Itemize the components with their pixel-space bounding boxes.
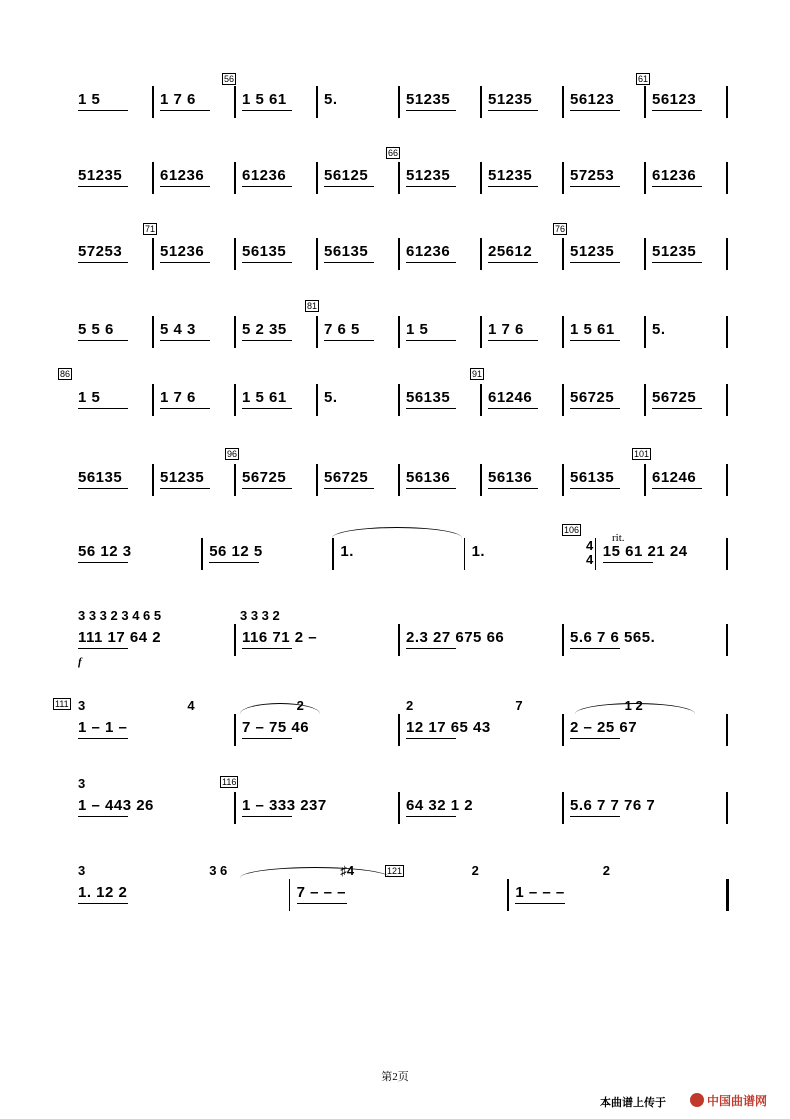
measure-notes: 5 4 3 — [160, 321, 196, 338]
bar-line — [644, 464, 646, 496]
bar-line — [316, 384, 318, 416]
beam-line — [406, 262, 456, 263]
measure-notes: 51235 — [652, 243, 697, 260]
beam-line — [160, 408, 210, 409]
beam-line — [488, 110, 538, 111]
measure-number: 121 — [387, 866, 403, 876]
measure-notes: 61236 — [406, 243, 451, 260]
beam-line — [406, 408, 456, 409]
measure-notes: 56725 — [324, 469, 369, 486]
measure-notes: 5 5 6 — [78, 321, 114, 338]
beam-line — [242, 186, 292, 187]
measure-notes: 56135 — [78, 469, 123, 486]
annotation-time_top: 4 — [586, 538, 594, 553]
measure-notes: 56135 — [570, 469, 615, 486]
beam-line — [78, 648, 128, 649]
beam-line — [652, 110, 702, 111]
bar-line — [234, 162, 236, 194]
measure-notes: 116 71 2 – — [242, 629, 318, 646]
beam-line — [488, 186, 538, 187]
beam-line — [570, 262, 620, 263]
beam-line — [652, 408, 702, 409]
bar-line — [152, 162, 154, 194]
measure-number: 56 — [224, 74, 235, 84]
measure-number: 86 — [60, 369, 71, 379]
measure-notes: 111 17 64 2 — [78, 629, 162, 646]
annotation-u4: 2 — [471, 863, 479, 878]
annotation-u2: 4 — [187, 698, 195, 713]
upload-credit: 本曲谱上传于 — [600, 1097, 666, 1109]
annotation-u6: 1 2 — [624, 698, 643, 713]
beam-line — [78, 738, 128, 739]
beam-line — [78, 562, 128, 563]
beam-line — [242, 110, 292, 111]
bar-line — [562, 714, 564, 746]
beam-line — [160, 262, 210, 263]
bar-line — [480, 384, 482, 416]
bar-line — [234, 316, 236, 348]
bar-line — [398, 86, 400, 118]
beam-line — [297, 903, 347, 904]
bar-line — [480, 162, 482, 194]
annotation-upper2: 3 3 3 2 — [240, 608, 280, 623]
bar-line — [595, 538, 597, 570]
bar-line — [289, 879, 291, 911]
measure-notes: 56125 — [324, 167, 369, 184]
logo-icon — [690, 1093, 704, 1107]
measure-notes: 5. — [652, 321, 666, 338]
bar-line — [234, 238, 236, 270]
measure-number: 71 — [145, 224, 156, 234]
measure-number: 101 — [634, 449, 650, 459]
bar-line — [726, 238, 728, 270]
beam-line — [570, 488, 620, 489]
beam-line — [324, 340, 374, 341]
annotation-u3: ♯4 — [340, 863, 355, 878]
measure-notes: 1 7 6 — [160, 389, 196, 406]
beam-line — [160, 488, 210, 489]
bar-line — [480, 238, 482, 270]
beam-line — [515, 903, 565, 904]
bar-line — [562, 316, 564, 348]
measure-notes: 5.6 7 7 76 7 — [570, 797, 656, 814]
measure-notes: 61236 — [160, 167, 205, 184]
tie-curve — [332, 527, 462, 538]
measure-notes: 1 5 61 — [242, 91, 287, 108]
bar-line — [562, 238, 564, 270]
beam-line — [78, 186, 128, 187]
beam-line — [570, 110, 620, 111]
bar-line — [152, 238, 154, 270]
beam-line — [652, 262, 702, 263]
beam-line — [406, 110, 456, 111]
beam-line — [324, 186, 374, 187]
measure-number: 111 — [55, 699, 69, 709]
beam-line — [324, 262, 374, 263]
site-name: 中国曲谱网 — [707, 1094, 768, 1108]
measure-number: 91 — [472, 369, 483, 379]
measure-notes: 1 5 61 — [570, 321, 615, 338]
beam-line — [242, 262, 292, 263]
beam-line — [406, 816, 456, 817]
measure-notes: 61246 — [488, 389, 533, 406]
bar-line — [152, 384, 154, 416]
measure-notes: 51236 — [160, 243, 205, 260]
measure-notes: 5 2 35 — [242, 321, 287, 338]
bar-line — [644, 86, 646, 118]
beam-line — [570, 738, 620, 739]
bar-line — [562, 384, 564, 416]
page-number: 第2页 — [381, 1071, 409, 1083]
measure-number: 81 — [307, 301, 318, 311]
annotation-u1: 3 — [78, 863, 86, 878]
bar-line — [398, 624, 400, 656]
measure-notes: 56136 — [406, 469, 451, 486]
bar-line — [562, 86, 564, 118]
beam-line — [406, 488, 456, 489]
measure-notes: 7 – 75 46 — [242, 719, 310, 736]
bar-line — [398, 162, 400, 194]
beam-line — [78, 262, 128, 263]
measure-notes: 1 – 443 26 — [78, 797, 154, 814]
bar-line — [398, 464, 400, 496]
measure-notes: 56135 — [406, 389, 451, 406]
annotation-u5: 2 — [602, 863, 611, 878]
measure-notes: 56135 — [242, 243, 287, 260]
beam-line — [406, 186, 456, 187]
measure-notes: 5.6 7 6 565. — [570, 629, 656, 646]
bar-line — [480, 86, 482, 118]
annotation-u5: 7 — [515, 698, 523, 713]
bar-line — [234, 86, 236, 118]
measure-notes: 51235 — [160, 469, 205, 486]
measure-number: 96 — [227, 449, 238, 459]
measure-notes: 1 5 — [78, 389, 101, 406]
bar-line — [398, 384, 400, 416]
measure-notes: 56725 — [570, 389, 615, 406]
measure-notes: 56136 — [488, 469, 533, 486]
bar-line — [726, 714, 728, 746]
beam-line — [78, 816, 128, 817]
bar-line — [507, 879, 509, 911]
bar-line — [234, 384, 236, 416]
bar-line — [316, 316, 318, 348]
bar-line — [726, 162, 728, 194]
beam-line — [570, 648, 620, 649]
beam-line — [652, 488, 702, 489]
beam-line — [242, 648, 292, 649]
bar-line — [464, 538, 466, 570]
beam-line — [242, 340, 292, 341]
measure-notes: 12 17 65 43 — [406, 719, 491, 736]
measure-notes: 56123 — [652, 91, 697, 108]
beam-line — [242, 408, 292, 409]
annotation-rit: rit. — [612, 532, 625, 544]
measure-notes: 15 61 21 24 — [602, 543, 688, 560]
measure-notes: 25612 — [488, 243, 533, 260]
bar-line — [480, 316, 482, 348]
beam-line — [78, 110, 128, 111]
beam-line — [242, 738, 292, 739]
bar-line — [726, 792, 728, 824]
bar-line — [644, 162, 646, 194]
bar-line — [332, 538, 334, 570]
measure-notes: 56725 — [652, 389, 697, 406]
site-logo — [690, 1092, 782, 1108]
measure-number: 116 — [222, 777, 237, 787]
beam-line — [406, 738, 456, 739]
beam-line — [570, 186, 620, 187]
bar-line — [562, 624, 564, 656]
bar-line — [234, 714, 236, 746]
bar-line — [644, 316, 646, 348]
beam-line — [242, 816, 292, 817]
beam-line — [160, 340, 210, 341]
tie-curve — [575, 703, 695, 714]
measure-number: 76 — [555, 224, 566, 234]
bar-line — [726, 384, 728, 416]
bar-line — [726, 538, 728, 570]
bar-line — [398, 714, 400, 746]
measure-notes: 51235 — [570, 243, 615, 260]
tie-curve — [240, 863, 390, 878]
beam-line — [406, 648, 456, 649]
measure-notes: 56123 — [570, 91, 615, 108]
bar-line — [726, 316, 728, 348]
beam-line — [160, 186, 210, 187]
beam-line — [570, 816, 620, 817]
measure-notes: 1 – 1 – — [78, 719, 128, 736]
measure-notes: 56725 — [242, 469, 287, 486]
measure-notes: 51235 — [78, 167, 123, 184]
beam-line — [242, 488, 292, 489]
measure-notes: 51235 — [488, 91, 533, 108]
measure-notes: 1 7 6 — [160, 91, 196, 108]
bar-line — [726, 879, 729, 911]
annotation-u3: 2 — [296, 698, 304, 713]
beam-line — [78, 488, 128, 489]
measure-notes: 56135 — [324, 243, 369, 260]
measure-notes: 51235 — [488, 167, 533, 184]
measure-number: 61 — [638, 74, 649, 84]
annotation-dynamic: f — [78, 656, 82, 668]
bar-line — [152, 316, 154, 348]
measure-notes: 1 – – – — [515, 884, 565, 901]
bar-line — [316, 162, 318, 194]
annotation-u4: 2 — [406, 698, 414, 713]
annotation-time_bottom: 4 — [586, 552, 594, 567]
bar-line — [562, 464, 564, 496]
bar-line — [201, 538, 203, 570]
annotation-u1: 3 — [78, 776, 86, 791]
measure-notes: 1 7 6 — [488, 321, 524, 338]
measure-notes: 61246 — [652, 469, 697, 486]
beam-line — [78, 903, 128, 904]
measure-notes: 2.3 27 675 66 — [406, 629, 505, 646]
measure-notes: 64 32 1 2 — [406, 797, 474, 814]
bar-line — [316, 86, 318, 118]
bar-line — [398, 316, 400, 348]
beam-line — [324, 488, 374, 489]
bar-line — [644, 238, 646, 270]
bar-line — [234, 624, 236, 656]
measure-notes: 1. 12 2 — [78, 884, 128, 901]
measure-notes: 7 6 5 — [324, 321, 360, 338]
measure-notes: 57253 — [570, 167, 615, 184]
beam-line — [406, 340, 456, 341]
measure-notes: 5. — [324, 389, 338, 406]
measure-notes: 1. — [471, 543, 486, 560]
bar-line — [152, 86, 154, 118]
measure-notes: 7 – – – — [296, 884, 347, 901]
beam-line — [488, 262, 538, 263]
bar-line — [644, 384, 646, 416]
beam-line — [488, 488, 538, 489]
measure-notes: 5. — [324, 91, 338, 108]
bar-line — [234, 464, 236, 496]
measure-notes: 1. — [340, 543, 354, 560]
measure-notes: 61236 — [652, 167, 697, 184]
measure-notes: 51235 — [406, 167, 451, 184]
beam-line — [488, 340, 538, 341]
measure-notes: 61236 — [242, 167, 287, 184]
bar-line — [562, 162, 564, 194]
measure-notes: 56 12 3 — [78, 543, 132, 560]
measure-notes: 57253 — [78, 243, 123, 260]
measure-number: 106 — [564, 525, 580, 535]
beam-line — [603, 562, 653, 563]
measure-notes: 2 – 25 67 — [570, 719, 638, 736]
beam-line — [160, 110, 210, 111]
beam-line — [209, 562, 259, 563]
annotation-upper1: 3 3 3 2 3 4 6 5 — [78, 608, 162, 623]
measure-number: 66 — [388, 148, 399, 158]
measure-notes: 1 – 333 237 — [242, 797, 327, 814]
bar-line — [316, 464, 318, 496]
beam-line — [570, 408, 620, 409]
beam-line — [78, 340, 128, 341]
annotation-u2: 3 6 — [209, 863, 228, 878]
measure-notes: 1 5 — [78, 91, 101, 108]
measure-notes: 51235 — [406, 91, 451, 108]
bar-line — [726, 624, 728, 656]
bar-line — [726, 86, 728, 118]
bar-line — [234, 792, 236, 824]
bar-line — [480, 464, 482, 496]
beam-line — [652, 186, 702, 187]
annotation-u1: 3 — [78, 698, 86, 713]
measure-notes: 1 5 — [406, 321, 429, 338]
bar-line — [562, 792, 564, 824]
measure-notes: 1 5 61 — [242, 389, 287, 406]
tie-curve — [240, 703, 320, 714]
bar-line — [726, 464, 728, 496]
bar-line — [316, 238, 318, 270]
measure-notes: 56 12 5 — [209, 543, 263, 560]
bar-line — [398, 238, 400, 270]
beam-line — [570, 340, 620, 341]
bar-line — [152, 464, 154, 496]
beam-line — [488, 408, 538, 409]
bar-line — [398, 792, 400, 824]
beam-line — [78, 408, 128, 409]
